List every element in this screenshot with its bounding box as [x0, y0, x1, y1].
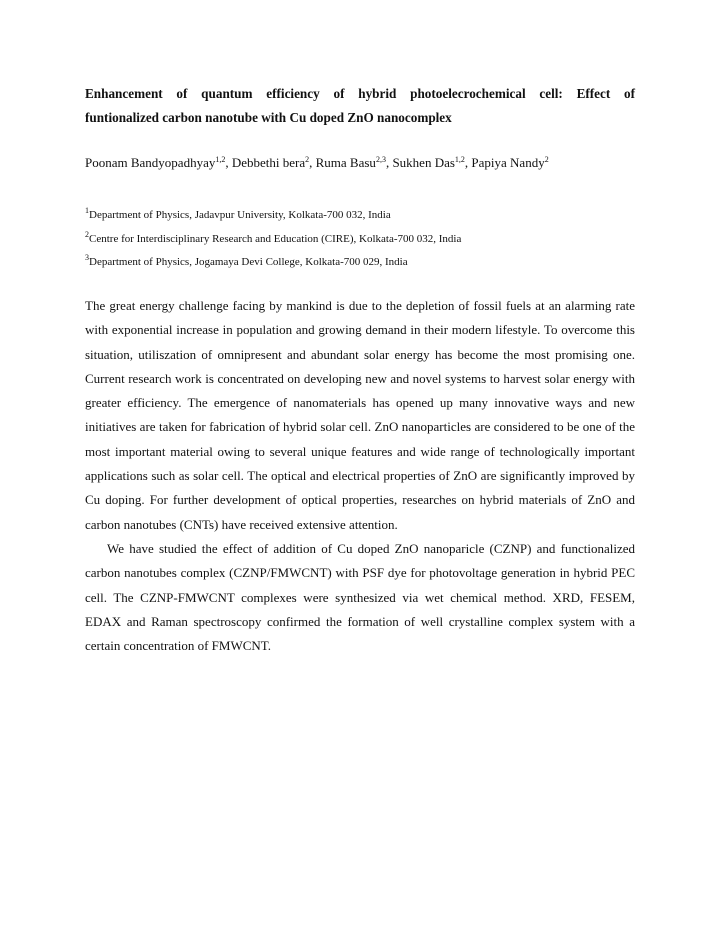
- author-affiliation-mark: 2,3: [375, 155, 386, 164]
- affiliation-item: [85, 251, 635, 275]
- author-name: Ruma Basu: [315, 155, 376, 170]
- author-separator: ,: [225, 155, 232, 170]
- affiliation-number: 3: [85, 253, 89, 262]
- author-separator: ,: [385, 155, 393, 170]
- title-line-2: funtionalized carbon nanotube with Cu doped ZnO nanocomplex: [85, 110, 452, 125]
- affiliation-list: [85, 204, 635, 275]
- affiliation-text: Department of Physics, Jogamaya Devi College, Kolkata-700 029, India: [89, 256, 408, 268]
- title-line-1: Enhancement of quantum efficiency of hybrid photoelecrochemical cell: Effect of: [85, 86, 635, 101]
- author-separator: ,: [309, 155, 316, 170]
- affiliation-text: Department of Physics, Jadavpur University, Kolkata-700 032, India: [89, 209, 391, 221]
- affiliation-text: Centre for Interdisciplinary Research and Education (CIRE), Kolkata-700 032, India: [89, 232, 462, 245]
- author-name: Poonam Bandyopadhyay: [85, 155, 216, 170]
- author-separator: ,: [464, 155, 472, 170]
- author-list: [85, 153, 635, 175]
- author-affiliation-mark: 1,2: [454, 155, 465, 164]
- author-affiliation-mark: 1,2: [215, 155, 226, 164]
- affiliation-item: [85, 228, 635, 252]
- author-affiliation-mark: 2: [305, 155, 310, 164]
- affiliation-item: [85, 204, 635, 228]
- abstract-body: [85, 294, 635, 658]
- paper-title: [85, 82, 635, 130]
- author-name: Sukhen Das: [392, 155, 455, 170]
- abstract-paragraph-1: The great energy challenge facing by mankind is due to the depletion of fossil fuels at an alarming rate with exponential increase in population and growing demand in their modern lifestyle. To overcome this situation, utiliszation of omnipresent and abundant solar energy has become the most promising one. Current research work is concentrated on developing new and novel systems to harvest solar energy with greater efficiency. The emergence of nanomaterials has opened up many innovative ways and new initiatives are taken for fabrication of hybrid solar cell. ZnO nanoparticles are considered to be one of the most important material owing to several unique features and wide range of technologically important applications such as solar cell. The optical and electrical properties of ZnO are significantly improved by Cu doping. For further development of optical properties, researches on hybrid materials of ZnO and carbon nanotubes (CNTs) have received extensive attention.: [85, 298, 635, 532]
- author-name: Papiya Nandy: [471, 155, 545, 170]
- author-affiliation-mark: 2: [544, 155, 549, 164]
- abstract-paragraph-2: We have studied the effect of addition of Cu doped ZnO nanoparicle (CZNP) and functionalized carbon nanotubes complex (CZNP/FMWCNT) with PSF dye for photovoltage generation in hybrid PEC cell. The CZNP-FMWCNT complexes were synthesized via wet chemical method. XRD, FESEM, EDAX and Raman spectroscopy confirmed the formation of well crystalline complex system with a certain concentration of FMWCNT.: [85, 540, 635, 654]
- affiliation-number: 1: [85, 206, 89, 215]
- affiliation-number: 2: [85, 229, 89, 239]
- author-name: Debbethi bera: [231, 155, 306, 170]
